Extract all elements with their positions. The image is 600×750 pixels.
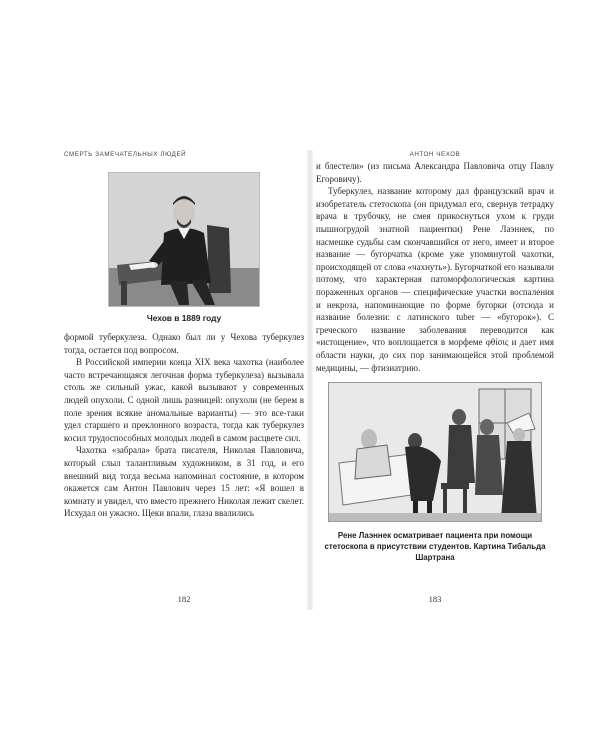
portrait-illustration: [109, 173, 259, 306]
left-page: [64, 150, 304, 610]
page-number-right: 183: [428, 594, 442, 604]
engraving-caption: Рене Лаэннек осматривает пациента при помощи стетоскопа в присутствии студентов. Картина Тибальда Шартрана: [324, 531, 546, 563]
paragraph: и блестели» (из письма Александра Павловича отцу Павлу Егоровичу).: [316, 161, 554, 184]
paragraph: Чахотка «забрала» брата писателя, Николая Павловича, который слыл талантливым художником, в 31 год, и его внешний вид тогда весьма напоминал состояние, в котором окажется сам Антон Павлович через 15 лет: «Я вошел в комнату и увидел, что вместо прежнего Николая лежит скелет. Исхудал он ужасно. Щеки впали, глаза ввалились: [64, 445, 304, 519]
left-body-text: [64, 331, 304, 520]
paragraph: формой туберкулеза. Однако был ли у Чехова туберкулез тогда, остается под вопросом.: [64, 332, 304, 355]
book-spread: [64, 150, 554, 610]
running-head-left: СМЕРТЬ ЗАМЕЧАТЕЛЬНЫХ ЛЮДЕЙ: [64, 151, 187, 158]
running-head-right: АНТОН ЧЕХОВ: [409, 151, 461, 158]
chekhov-portrait-photo: [108, 172, 260, 307]
page-number-left: 182: [177, 594, 191, 604]
book-gutter: [307, 150, 313, 610]
right-body-text: [316, 160, 554, 374]
paragraph: Туберкулез, название которому дал французский врач и изобретатель стетоскопа (он придумал его, свернув тетрадку врача в трубочку, не смея прикоснуться ухом к груди пышногрудой знатной пациентки) Рене Лаэннек, по насмешке судьбы сам скончавшийся от него, имеет и второе название — бугорчатка (кроме уже упомянутой чахотки, происходящей от слова «чахнуть»). Бугорчаткой его называли потому, что характерная патоморфологическая картина пораженных органов — специфические участки воспаления и некроза, напоминающие по форме бугорки (отсюда и название болезни: с латинского tuber — «бугорок»). С греческого название заболевания переводится как «истощение», что воплощается в морфеме φθίσις и дает имя области науки, до сих пор занимающейся этой проблемой медицины, — фтизиатрию.: [316, 186, 554, 373]
paragraph: В Российской империи конца XIX века чахотка (наиболее часто встречающаяся легочная форма туберкулеза) вызывала столь же сильный ужас, какой вызывают у современных людей опухоли. С одной лишь разницей: опухоли (не берем в поле зрения всякие аномальные варианты) — это все-таки удел старшего и преклонного возраста, тогда как туберкулез косил трудоспособных молодых людей в самом расцвете сил.: [64, 357, 304, 443]
photo-caption: Чехов в 1889 году: [146, 313, 222, 323]
laennec-engraving-image: [328, 382, 542, 522]
engraving-illustration: [329, 383, 541, 521]
right-page: [316, 150, 554, 610]
